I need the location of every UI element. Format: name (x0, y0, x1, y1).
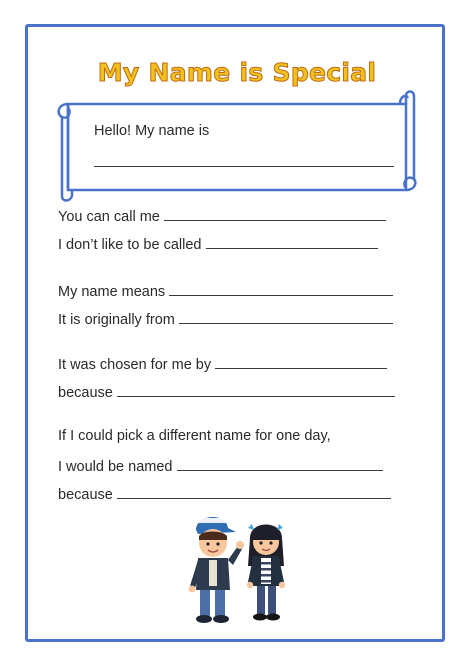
boy-figure (189, 517, 245, 623)
call-me-label: You can call me (58, 209, 160, 225)
means-label: My name means (58, 284, 166, 300)
would-be-label: I would be named (58, 459, 173, 475)
dont-like-label: I don’t like to be called (58, 237, 202, 253)
because-2-label: because (58, 487, 113, 503)
scroll-greeting: Hello! My name is (94, 123, 210, 139)
origin-label: It is originally from (58, 312, 175, 328)
if-pick-line: If I could pick a different name for one day, (58, 428, 331, 444)
page-title: My Name is Special (97, 58, 377, 87)
chosen-by-label: It was chosen for me by (58, 357, 212, 373)
girl-figure (247, 524, 285, 621)
because-1-label: because (58, 385, 113, 401)
